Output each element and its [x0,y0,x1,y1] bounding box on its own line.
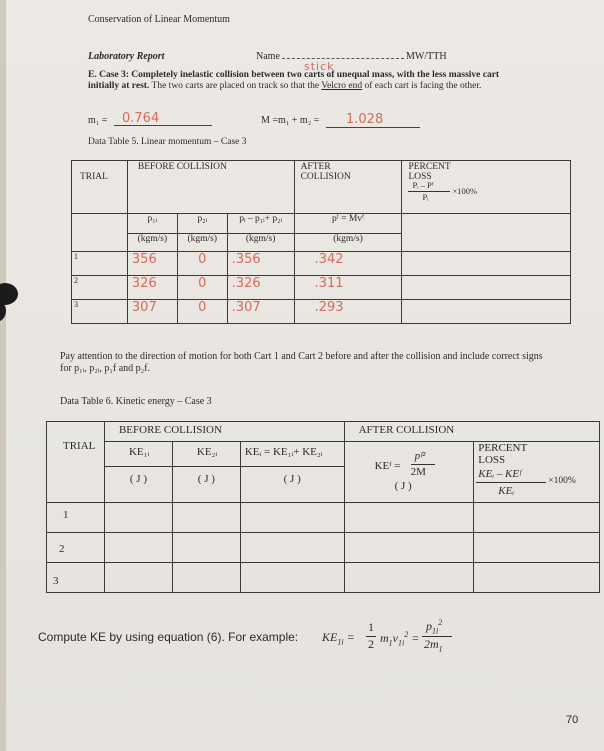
pi-value: .307 [227,300,294,324]
table6-caption: Data Table 6. Kinetic energy – Case 3 [60,396,212,407]
table-row: 2 [47,533,600,563]
compute-ke-instruction: Compute KE by using equation (6). For example: [38,630,299,644]
table5-caption: Data Table 5. Linear momentum – Case 3 [88,137,247,147]
before-collision-header: BEFORE COLLISION [127,161,294,214]
p1i-value: 326 [127,276,177,300]
before-collision-header: BEFORE COLLISION [104,422,344,442]
trial-header: TRIAL [72,161,128,214]
percent-loss-header: PERCENT LOSS KEᵢ – KEᶠ KEᵢ ×100% [474,442,600,503]
col-pi: pᵢ – p₁ᵢ+ p₂ᵢ [227,214,294,234]
table-row: 1 356 0 .356 .342 [72,252,571,276]
after-collision-header: AFTER COLLISION [294,161,402,214]
table-row: 1 [47,503,600,533]
binder-hole [0,283,18,305]
running-title: Conservation of Linear Momentum [88,14,230,25]
pf-value: .342 [294,252,402,276]
unit-label: ( J ) [104,467,172,503]
p2i-value: 0 [177,300,227,324]
unit-label: (kgm/s) [294,234,402,252]
pi-value: .356 [227,252,294,276]
trial-header: TRIAL [47,422,105,503]
loss-cell [402,276,571,300]
loss-cell [402,252,571,276]
name-line-suffix: MW/TTH [406,51,447,62]
col-kef: KEᶠ = pᶠ² 2M ( J ) [344,442,474,503]
page-number: 70 [566,714,579,726]
m1-label: m₁ = [88,115,108,126]
unit-label: (kgm/s) [177,234,227,252]
report-label: Laboratory Report [88,51,165,62]
name-label: Name [256,51,280,62]
pay-attention-note: Pay attention to the direction of motion for both Cart 1 and Cart 2 before and after the collision and include correct signs for p₁ᵢ, p₂ᵢ, p₁f and p₂f. [60,351,543,374]
p2i-value: 0 [177,276,227,300]
M-line [326,127,420,128]
M-value: 1.028 [346,112,384,127]
col-ke2i: KE₂ᵢ [172,442,240,467]
table-row: 3 [47,563,600,593]
percent-loss-header: PERCENT LOSS Pᵢ – Pᶠ Pᵢ ×100% [402,161,571,214]
table-row: 2 326 0 .326 .311 [72,276,571,300]
p2i-value: 0 [177,252,227,276]
kinetic-energy-table [46,421,600,593]
col-ke1i: KE₁ᵢ [104,442,172,467]
p1i-value: 307 [127,300,177,324]
unit-label: (kgm/s) [227,234,294,252]
pf-value: .311 [294,276,402,300]
handwritten-note: stick [304,60,335,73]
loss-cell [402,300,571,324]
unit-label: ( J ) [240,467,344,503]
ke-example-equation: $KE_{1i}$ = 1 2 $m_1v_{1i}^2$ = $p_{1i}^2$ $2m_1$ [322,612,482,652]
unit-label: (kgm/s) [127,234,177,252]
p1i-value: 356 [127,252,177,276]
table-row: 3 307 0 .307 .293 [72,300,571,324]
m1-value: 0.764 [122,111,160,126]
case-description: E. Case 3: Completely inelastic collision between two carts of unequal mass, with the less massive cart initially at rest. The two carts are placed on track so that the Velcro end of each cart is facing the other. [88,70,500,91]
after-collision-header: AFTER COLLISION [344,422,599,442]
col-p1i: p₁ᵢ [127,214,177,234]
momentum-table [71,160,571,324]
pi-value: .326 [227,276,294,300]
worksheet-page [6,0,604,751]
col-pf: pᶠ = Mvᶠ [294,214,402,234]
pf-value: .293 [294,300,402,324]
M-label: M =m₁ + m₂ = [261,115,320,126]
unit-label: ( J ) [172,467,240,503]
name-line [282,58,404,59]
col-p2i: p₂ᵢ [177,214,227,234]
col-kei: KEᵢ = KE₁ᵢ+ KE₂ᵢ [240,442,344,467]
